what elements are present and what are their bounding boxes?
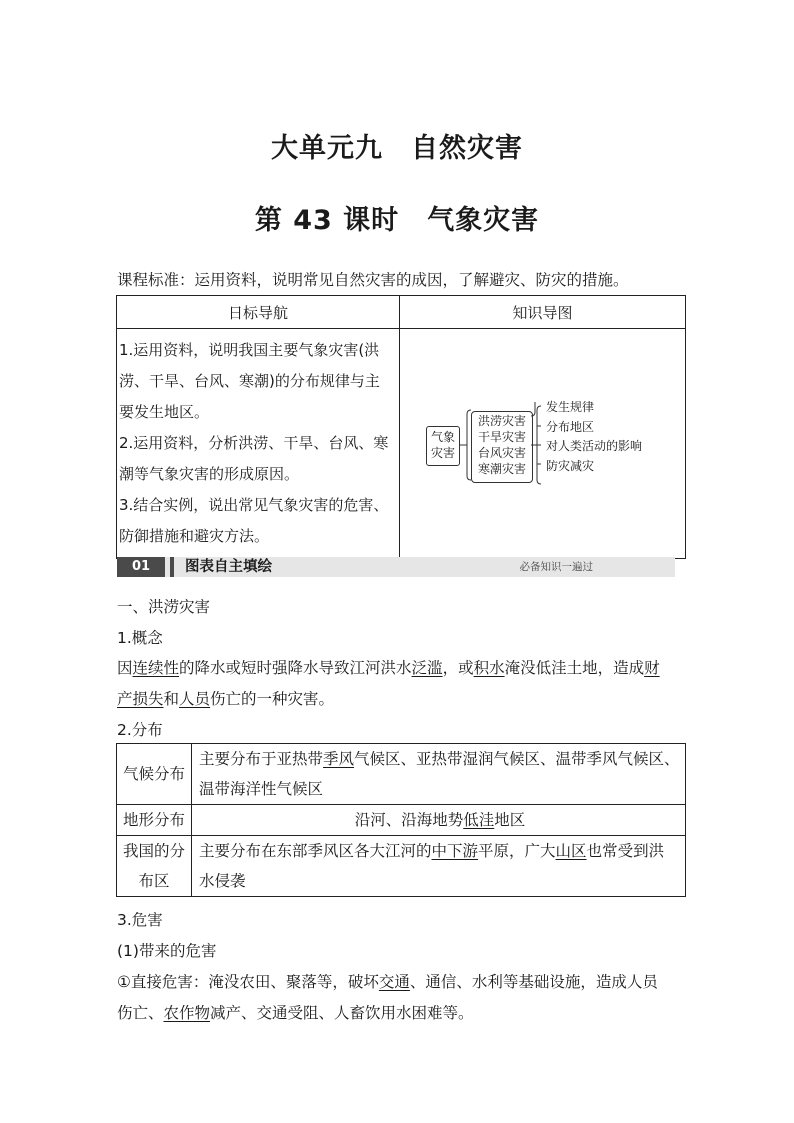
section-title: 图表自主填绘 <box>185 559 272 575</box>
section-subtitle: 必备知识一遍过 <box>519 561 593 573</box>
goal-item: 2.运用资料，分析洪涝、干旱、台风、寒 潮等气象灾害的形成原因。 <box>119 434 389 483</box>
mindmap-aspect: 发生规律 <box>546 399 595 414</box>
lesson-title-topic: 气象灾害 <box>427 205 540 236</box>
heading-distribution: 2.分布 <box>117 721 163 739</box>
blank-answer: 季风 <box>323 750 355 768</box>
curriculum-standard: 课程标准：运用资料，说明常见自然灾害的成因，了解避灾、防灾的措施。 <box>117 271 629 289</box>
goals-table <box>116 295 686 559</box>
row-value: 主要分布于亚热带季风气候区、亚热带湿润气候区、温带季风气候区、 温带海洋性气候区 <box>192 744 686 805</box>
unit-title <box>0 126 794 165</box>
mindmap-aspect: 对人类活动的影响 <box>546 438 643 453</box>
row-label: 地形分布 <box>117 805 192 836</box>
row-value: 主要分布在东部季风区各大江河的中下游平原，广大山区也常受到洪 水侵袭 <box>192 836 686 897</box>
blank-answer: 山区 <box>555 842 587 860</box>
table-row <box>117 744 686 805</box>
goal-item: 1.运用资料，说明我国主要气象灾害(洪 涝、干旱、台风、寒潮)的分布规律与主 要发生地区。 <box>119 341 380 421</box>
lesson-title <box>0 198 794 237</box>
table-row <box>117 836 686 897</box>
mindmap-type: 台风灾害 <box>477 445 526 460</box>
mindmap-type: 干旱灾害 <box>477 429 526 444</box>
blank-answer: 低洼 <box>463 811 495 829</box>
mindmap-header: 知识导图 <box>400 296 686 329</box>
row-value: 沿河、沿海地势低洼地区 <box>192 805 686 836</box>
heading-concept: 1.概念 <box>117 629 163 647</box>
blank-answer: 农作物 <box>163 1004 211 1022</box>
blank-answer: 产损失 <box>117 690 164 708</box>
blank-answer: 积水 <box>473 659 505 677</box>
blank-answer: 连续性 <box>132 659 180 677</box>
section-number: 01 <box>117 557 165 577</box>
knowledge-mindmap <box>401 336 684 552</box>
section-header <box>117 557 675 577</box>
mindmap-types-box <box>471 411 533 483</box>
section-divider <box>170 557 174 577</box>
blank-answer: 中下游 <box>431 842 479 860</box>
heading-flood: 一、洪涝灾害 <box>117 598 211 616</box>
unit-title-topic: 自然灾害 <box>411 133 523 164</box>
blank-answer: 交通 <box>378 973 410 991</box>
mindmap-type: 寒潮灾害 <box>477 461 526 476</box>
row-label: 我国的分 布区 <box>117 836 192 897</box>
heading-harm: 3.危害 <box>117 911 163 929</box>
mindmap-aspect: 防灾减灾 <box>546 458 595 473</box>
goals-header: 日标导航 <box>117 296 400 329</box>
goal-list <box>117 329 400 559</box>
blank-answer: 泛滥 <box>411 659 443 677</box>
blank-answer: 财 <box>644 659 660 677</box>
mindmap-type: 洪涝灾害 <box>477 413 526 428</box>
mindmap-cell <box>400 329 686 559</box>
mindmap-root: 气象 灾害 <box>426 426 460 466</box>
concept-line-2: 产损失和人员伤亡的一种灾害。 <box>117 690 335 708</box>
heading-harm-sub: (1)带来的危害 <box>117 942 217 960</box>
harm-line-1: ①直接危害：淹没农田、聚落等，破坏交通、通信、水利等基础设施，造成人员 <box>117 973 658 991</box>
distribution-table <box>116 743 686 897</box>
mindmap-aspect: 分布地区 <box>546 419 595 434</box>
harm-line-2: 伤亡、农作物减产、交通受阻、人畜饮用水困难等。 <box>117 1004 474 1022</box>
goal-item: 3.结合实例，说出常见气象灾害的危害、 防御措施和避灾方法。 <box>119 496 389 545</box>
concept-line-1: 因连续性的降水或短时强降水导致江河洪水泛滥，或积水淹没低洼土地，造成财 <box>117 659 660 677</box>
table-row <box>117 805 686 836</box>
blank-answer: 人员 <box>179 690 211 708</box>
row-label: 气候分布 <box>117 744 192 805</box>
unit-title-number: 大单元九 <box>271 133 383 164</box>
lesson-title-number: 第 43 课时 <box>254 205 400 236</box>
